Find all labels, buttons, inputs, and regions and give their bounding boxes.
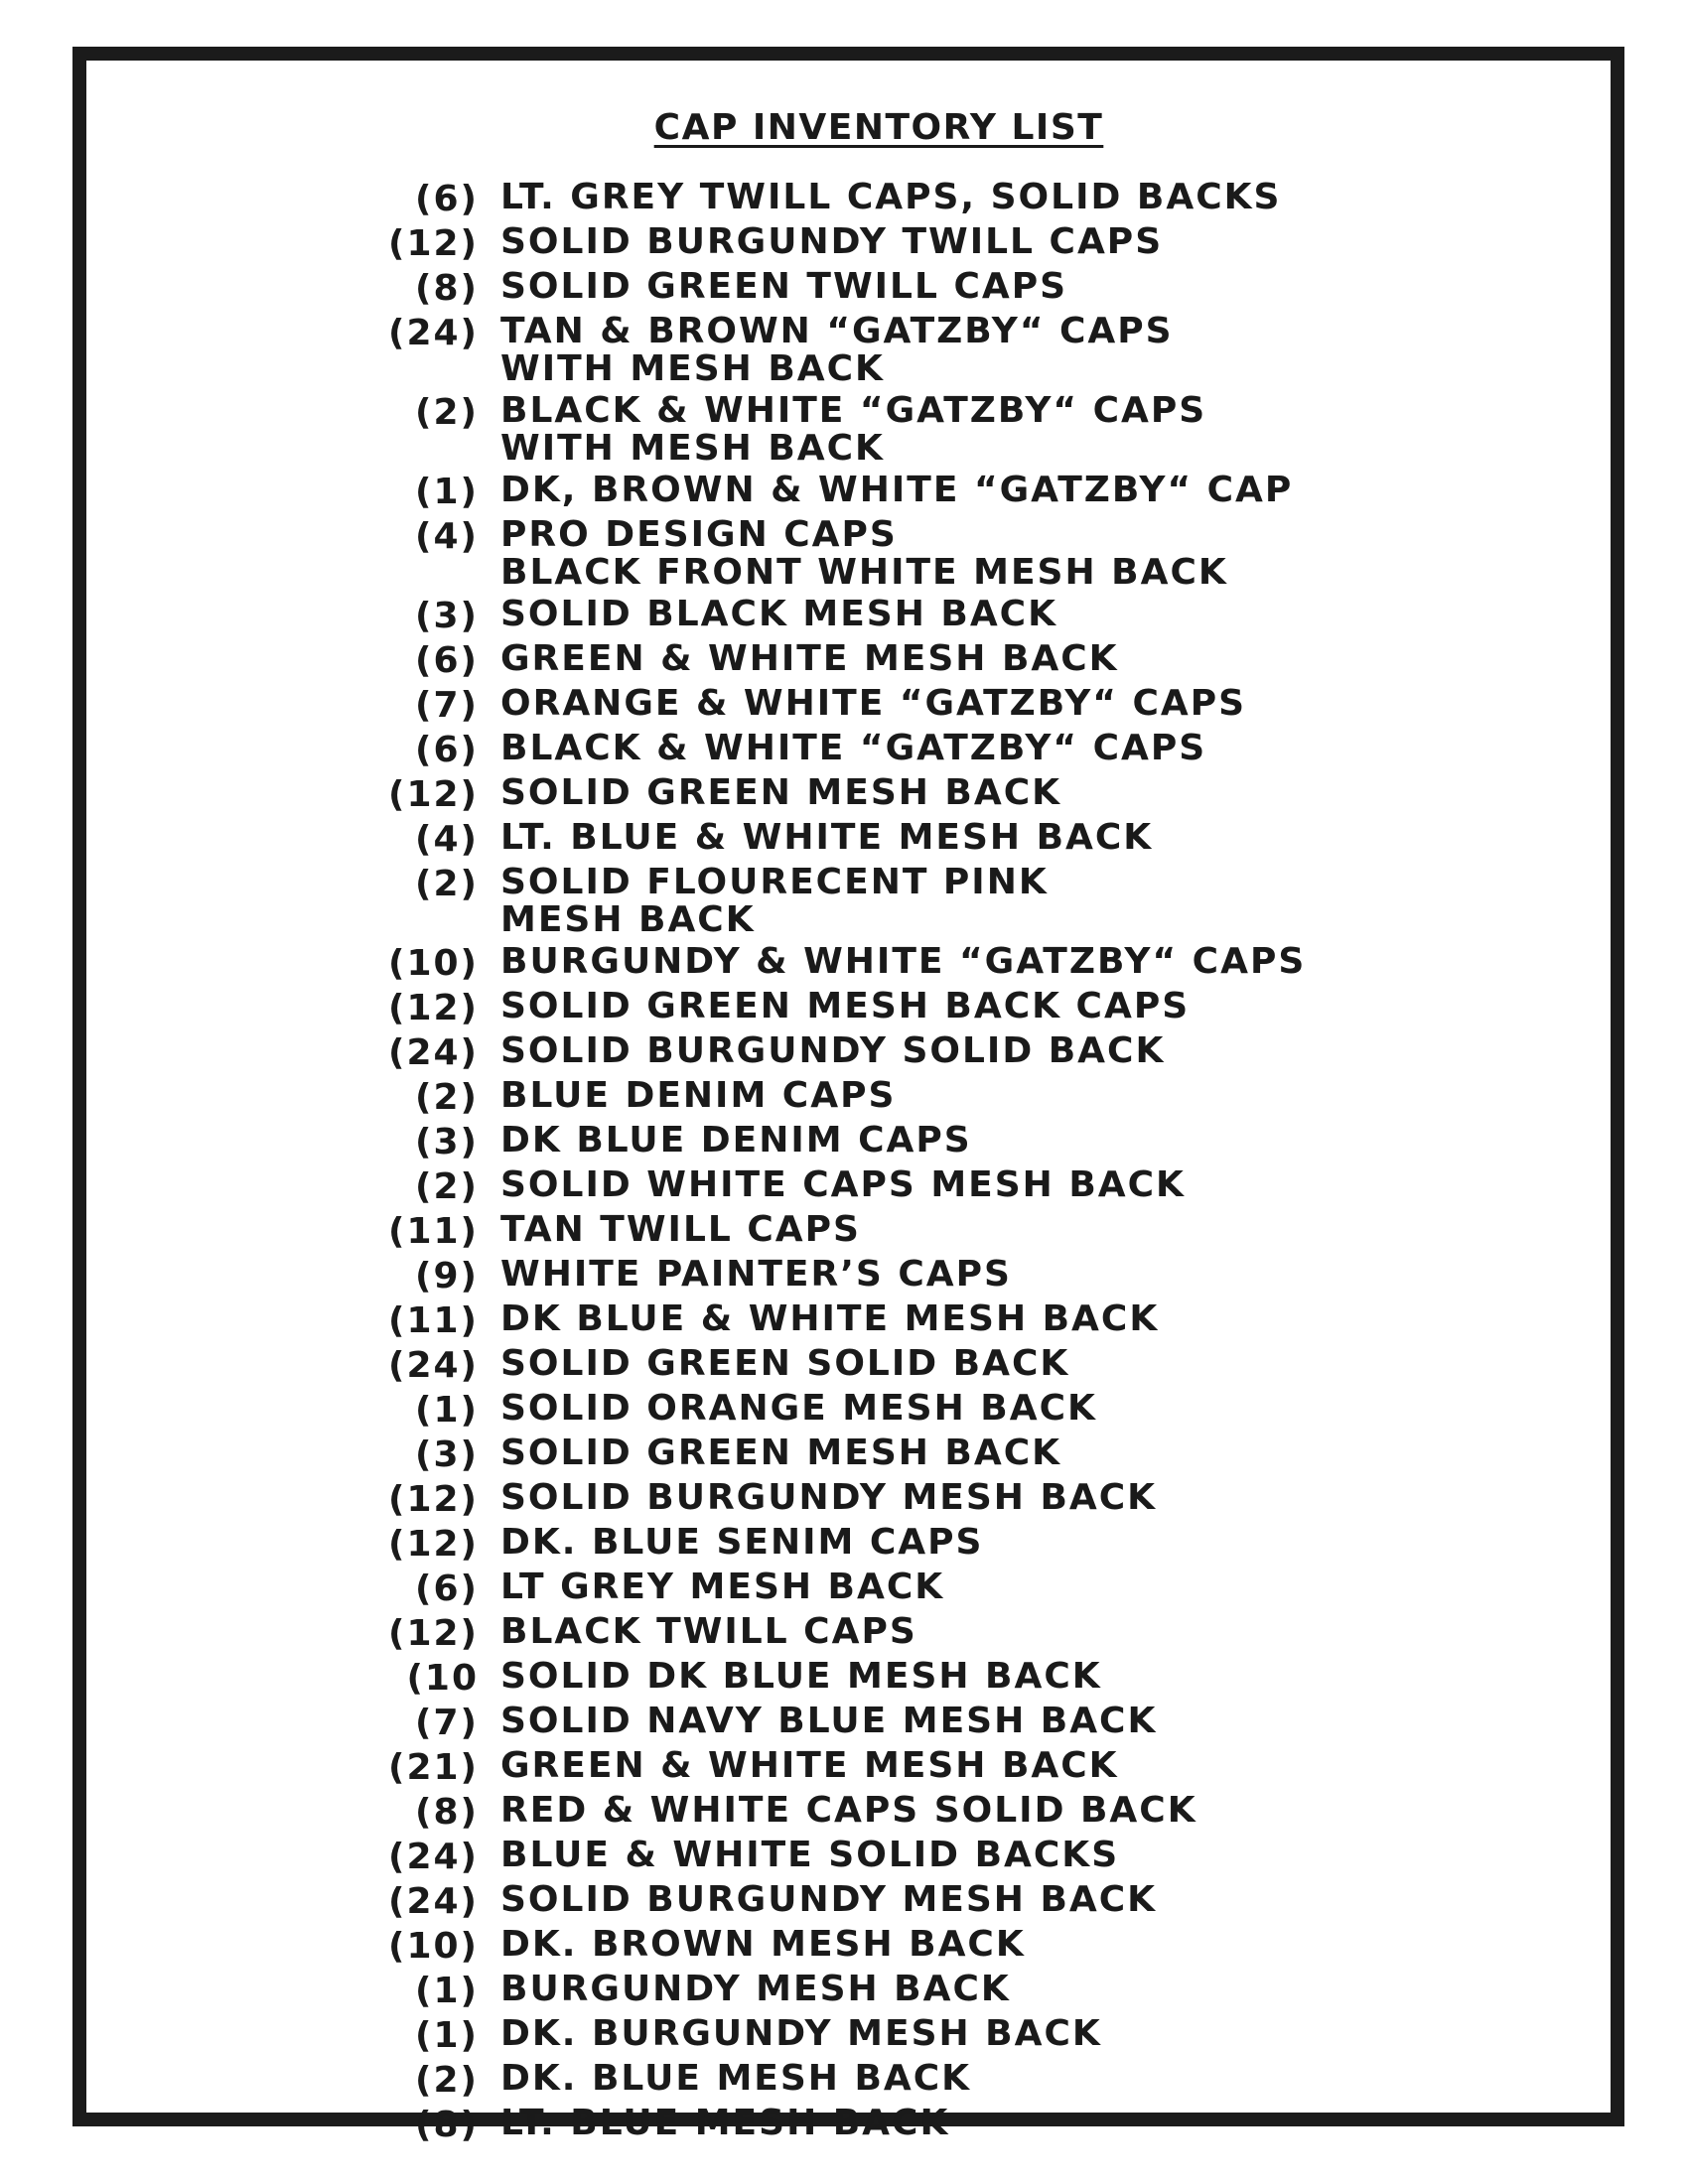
- item-description-line: SOLID BURGUNDY MESH BACK: [500, 1477, 1158, 1518]
- item-quantity: (12): [387, 774, 479, 815]
- item-description-line: GREEN & WHITE MESH BACK: [500, 638, 1119, 679]
- item-description-line: MESH BACK: [500, 899, 756, 940]
- inventory-item: [367, 943, 1460, 984]
- item-description: [500, 596, 1057, 636]
- item-description-line: BLUE DENIM CAPS: [500, 1075, 897, 1116]
- item-description: [500, 1211, 861, 1252]
- item-description-line: SOLID NAVY BLUE MESH BACK: [500, 1701, 1158, 1741]
- item-description: [500, 472, 1293, 512]
- item-quantity: (8): [415, 2105, 479, 2145]
- item-description-line: WITH MESH BACK: [500, 428, 885, 469]
- item-quantity: (6): [415, 179, 479, 219]
- item-description-line: SOLID GREEN TWILL CAPS: [500, 266, 1068, 307]
- item-description: [500, 1032, 1165, 1073]
- item-description-line: WITH MESH BACK: [500, 348, 885, 389]
- item-description-line: TAN TWILL CAPS: [500, 1209, 861, 1250]
- inventory-item: [367, 1524, 1460, 1565]
- item-description-line: LT. BLUE MESH BACK: [500, 2103, 950, 2143]
- item-quantity: (3): [415, 1122, 479, 1162]
- inventory-item: [367, 1211, 1460, 1252]
- item-quantity: (6): [415, 1569, 479, 1609]
- item-description-line: SOLID DK BLUE MESH BACK: [500, 1656, 1102, 1697]
- inventory-item: [367, 1881, 1460, 1922]
- item-description-line: WHITE PAINTER’S CAPS: [500, 1254, 1012, 1295]
- item-description-line: DK. BROWN MESH BACK: [500, 1924, 1026, 1965]
- item-description-line: DK. BLUE SENIM CAPS: [500, 1522, 984, 1563]
- item-description: [500, 1390, 1097, 1431]
- item-quantity: (12): [387, 1479, 479, 1520]
- inventory-item: [367, 516, 1460, 592]
- item-quantity: (8): [415, 268, 479, 309]
- item-description: [500, 313, 1174, 388]
- item-description: [500, 1703, 1157, 1743]
- item-quantity: (24): [387, 1345, 479, 1386]
- inventory-item: [367, 1613, 1460, 1654]
- item-quantity: (10): [387, 943, 479, 984]
- inventory-item: [367, 1971, 1460, 2011]
- inventory-item: [367, 268, 1460, 309]
- item-description: [500, 774, 1061, 815]
- item-quantity: (12): [387, 1524, 479, 1565]
- item-description-line: SOLID WHITE CAPS MESH BACK: [500, 1164, 1186, 1205]
- item-quantity: (3): [415, 1434, 479, 1475]
- item-quantity: (3): [415, 596, 479, 636]
- item-quantity: (4): [415, 819, 479, 860]
- item-quantity: (1): [415, 1390, 479, 1431]
- inventory-item: [367, 1569, 1460, 1609]
- item-description: [500, 1926, 1026, 1967]
- inventory-item: [367, 774, 1460, 815]
- item-description: [500, 1077, 896, 1118]
- item-description-line: SOLID FLOURECENT PINK: [500, 862, 1049, 902]
- item-quantity: (10: [406, 1658, 479, 1699]
- inventory-item: [367, 1837, 1460, 1877]
- inventory-item: [367, 1345, 1460, 1386]
- item-description-line: BLACK TWILL CAPS: [500, 1611, 917, 1652]
- item-description: [500, 730, 1206, 770]
- item-description-line: SOLID GREEN MESH BACK: [500, 772, 1062, 813]
- item-description: [500, 2015, 1102, 2056]
- item-quantity: (1): [415, 2015, 479, 2056]
- inventory-item: [367, 864, 1460, 939]
- inventory-item: [367, 1256, 1460, 1297]
- item-description-line: SOLID GREEN MESH BACK CAPS: [500, 986, 1191, 1026]
- item-description-line: PRO DESIGN CAPS: [500, 514, 898, 555]
- item-description: [500, 268, 1067, 309]
- item-description: [500, 2060, 971, 2101]
- item-quantity: (10): [387, 1926, 479, 1967]
- item-description-line: TAN & BROWN “GATZBY“ CAPS: [500, 311, 1174, 351]
- inventory-item: [367, 1792, 1460, 1833]
- item-quantity: (24): [387, 313, 479, 353]
- item-description-line: BURGUNDY MESH BACK: [500, 1969, 1011, 2009]
- inventory-item: [367, 2105, 1460, 2145]
- item-description: [500, 640, 1119, 681]
- item-quantity: (12): [387, 988, 479, 1028]
- item-description: [500, 1434, 1061, 1475]
- item-description: [500, 685, 1246, 726]
- item-description: [500, 1166, 1186, 1207]
- item-description-line: DK BLUE & WHITE MESH BACK: [500, 1298, 1160, 1339]
- item-description: [500, 1345, 1069, 1386]
- item-quantity: (7): [415, 1703, 479, 1743]
- item-description: [500, 223, 1163, 264]
- item-quantity: (2): [415, 2060, 479, 2101]
- item-description: [500, 988, 1190, 1028]
- item-description-line: SOLID BLACK MESH BACK: [500, 594, 1057, 634]
- inventory-list: [367, 179, 1460, 2149]
- item-quantity: (6): [415, 640, 479, 681]
- item-description-line: BLACK FRONT WHITE MESH BACK: [500, 552, 1228, 593]
- item-description-line: SOLID BURGUNDY TWILL CAPS: [500, 221, 1164, 262]
- item-quantity: (24): [387, 1881, 479, 1922]
- item-quantity: (7): [415, 685, 479, 726]
- item-description-line: BLACK & WHITE “GATZBY“ CAPS: [500, 390, 1207, 431]
- inventory-item: [367, 1703, 1460, 1743]
- item-quantity: (2): [415, 864, 479, 904]
- inventory-item: [367, 472, 1460, 512]
- item-description-line: DK. BLUE MESH BACK: [500, 2058, 972, 2099]
- item-quantity: (2): [415, 1077, 479, 1118]
- item-description-line: DK, BROWN & WHITE “GATZBY“ CAP: [500, 470, 1294, 510]
- inventory-item: [367, 1300, 1460, 1341]
- item-description-line: SOLID GREEN SOLID BACK: [500, 1343, 1070, 1384]
- item-description: [500, 1792, 1197, 1833]
- item-description-line: ORANGE & WHITE “GATZBY“ CAPS: [500, 683, 1247, 724]
- item-quantity: (24): [387, 1837, 479, 1877]
- item-quantity: (1): [415, 472, 479, 512]
- item-description-line: RED & WHITE CAPS SOLID BACK: [500, 1790, 1197, 1831]
- item-description: [500, 1300, 1159, 1341]
- item-description: [500, 392, 1206, 468]
- item-description-line: LT. GREY TWILL CAPS, SOLID BACKS: [500, 177, 1282, 217]
- item-description: [500, 1613, 917, 1654]
- item-description-line: SOLID BURGUNDY MESH BACK: [500, 1879, 1158, 1920]
- item-description: [500, 1747, 1119, 1788]
- item-description-line: SOLID BURGUNDY SOLID BACK: [500, 1030, 1166, 1071]
- inventory-item: [367, 2015, 1460, 2056]
- item-quantity: (8): [415, 1792, 479, 1833]
- item-quantity: (11): [387, 1300, 479, 1341]
- item-description-line: BLUE & WHITE SOLID BACKS: [500, 1835, 1120, 1875]
- item-description: [500, 1122, 972, 1162]
- item-description-line: DK BLUE DENIM CAPS: [500, 1120, 972, 1160]
- inventory-item: [367, 988, 1460, 1028]
- item-quantity: (1): [415, 1971, 479, 2011]
- inventory-item: [367, 1434, 1460, 1475]
- item-description: [500, 1881, 1157, 1922]
- item-description: [500, 516, 1228, 592]
- inventory-item: [367, 1926, 1460, 1967]
- item-description-line: BURGUNDY & WHITE “GATZBY“ CAPS: [500, 941, 1307, 982]
- item-quantity: (9): [415, 1256, 479, 1297]
- inventory-item: [367, 730, 1460, 770]
- inventory-item: [367, 1390, 1460, 1431]
- item-description: [500, 2105, 949, 2145]
- inventory-item: [367, 596, 1460, 636]
- item-description-line: LT. BLUE & WHITE MESH BACK: [500, 817, 1154, 858]
- inventory-item: [367, 1479, 1460, 1520]
- item-description: [500, 1479, 1157, 1520]
- item-description: [500, 1837, 1119, 1877]
- item-description: [500, 1971, 1011, 2011]
- inventory-item: [367, 223, 1460, 264]
- inventory-item: [367, 685, 1460, 726]
- item-quantity: (4): [415, 516, 479, 557]
- item-quantity: (2): [415, 1166, 479, 1207]
- inventory-item: [367, 1166, 1460, 1207]
- item-description: [500, 179, 1281, 219]
- inventory-item: [367, 2060, 1460, 2101]
- item-description: [500, 1524, 983, 1565]
- item-quantity: (21): [387, 1747, 479, 1788]
- item-quantity: (11): [387, 1211, 479, 1252]
- item-description-line: BLACK & WHITE “GATZBY“ CAPS: [500, 728, 1207, 768]
- item-description: [500, 1256, 1012, 1297]
- item-quantity: (12): [387, 1613, 479, 1654]
- inventory-item: [367, 1658, 1460, 1699]
- item-description: [500, 943, 1306, 984]
- inventory-item: [367, 1077, 1460, 1118]
- item-description-line: LT GREY MESH BACK: [500, 1567, 945, 1607]
- item-description: [500, 864, 1049, 939]
- item-description: [500, 1569, 944, 1609]
- inventory-item: [367, 819, 1460, 860]
- inventory-item: [367, 313, 1460, 388]
- item-description-line: DK. BURGUNDY MESH BACK: [500, 2013, 1102, 2054]
- item-quantity: (24): [387, 1032, 479, 1073]
- item-quantity: (12): [387, 223, 479, 264]
- inventory-item: [367, 179, 1460, 219]
- item-description: [500, 819, 1153, 860]
- item-description-line: SOLID ORANGE MESH BACK: [500, 1388, 1097, 1429]
- item-quantity: (2): [415, 392, 479, 433]
- inventory-item: [367, 1032, 1460, 1073]
- inventory-item: [367, 640, 1460, 681]
- page-title: CAP INVENTORY LIST: [653, 107, 1104, 148]
- item-description-line: GREEN & WHITE MESH BACK: [500, 1745, 1119, 1786]
- item-description: [500, 1658, 1102, 1699]
- inventory-item: [367, 1122, 1460, 1162]
- inventory-item: [367, 1747, 1460, 1788]
- inventory-item: [367, 392, 1460, 468]
- item-quantity: (6): [415, 730, 479, 770]
- item-description-line: SOLID GREEN MESH BACK: [500, 1433, 1062, 1473]
